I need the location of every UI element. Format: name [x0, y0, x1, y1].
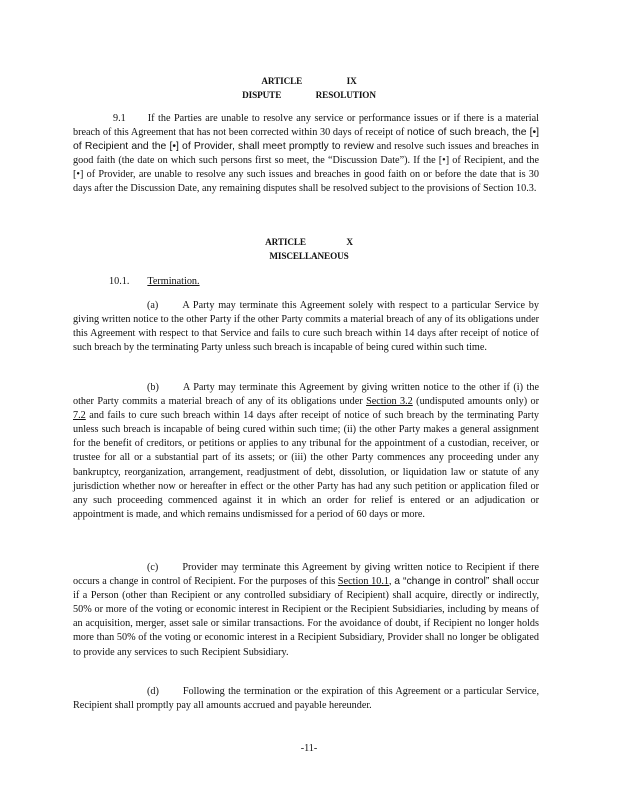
section-10-1-heading	[109, 275, 200, 289]
paragraph-c-text-2: ,	[388, 576, 395, 588]
page-number: -11-	[300, 743, 318, 754]
paragraph-b-text-3: and fails to cure such breach within 14 days after receipt of notice of such breach by the terminating Party unless such breach is incapable of being cured within such time; (ii) the other Party makes a general assignment for the benefit of creditors, or petitions or applies to any tribunal for the appointment of a custodian, receiver, or trustee for all or a substantial part of its assets; or (iii) the other Party commences any proceeding under any bankruptcy, reorganization, arrangement, readjustment of debt, dissolution, or liquidation law or statute of any jurisdiction whether now or hereafter in effect or the other Party has had any such petition or application filed or any such proceeding commenced against it in which an order for relief is entered or an adjudication or appointment is made, and which remains undismissed for a period of 60 days or more.	[73, 410, 539, 520]
paragraph-a-text: A Party may terminate this Agreement solely with respect to a particular Service by giving written notice to the other Party if the other Party commits a material breach of any of its obligations under this Agreement with respect to that Service and fails to cure such breach within 14 days after receipt of notice of such breach by the terminating Party unless such breach is incapable of being cured within such time.	[73, 300, 539, 354]
section-9-1	[73, 112, 539, 197]
article-9-heading	[0, 74, 618, 88]
paragraph-c-text-3: occur if a Person (other than Recipient or any controlled subsidiary of Recipient) shall acquire, directly or indirectly, 50% or more of the voting or economic interest in Recipient or the Recipient Subsidiaries, including by means of an acquisition, merger, asset sale or similar transactions. For the avoidance of doubt, if Recipient no longer holds more than 50% of the voting or economic interest in a Recipient Subsidiary, Provider shall no longer be obligated to provide any services to such Recipient Subsidiary.	[73, 576, 540, 658]
section-7-2-reference: 7.2	[73, 410, 86, 422]
change-in-control-definition: a “change in control” shall	[394, 576, 514, 588]
paragraph-c-label: (c)	[147, 562, 159, 573]
section-9-1-text-c: and resolve such issues and breaches in good faith (the date on which such persons first so meet, the “Discussion Date”). If the [•] of Recipient, and the [•] of Provider, are unable to resolve any such issues and breaches in good faith on or before the date that is 30 days after the Discussion Date, any remaining disputes shall be resolved subject to the provisions of Section 10.3.	[73, 141, 540, 195]
section-9-1-text-b: notice of such breach, the [•] of Recipient and the [•] of Provider, shall meet promptly to review	[73, 127, 539, 153]
paragraph-a-label: (a)	[147, 300, 159, 311]
paragraph-d-label: (d)	[147, 686, 159, 697]
article-9-label: ARTICLE	[261, 76, 303, 86]
paragraph-d	[73, 685, 539, 713]
article-9-title-a: DISPUTE	[242, 90, 282, 100]
section-10-1-number: 10.1.	[109, 276, 130, 287]
paragraph-d-text: Following the termination or the expiration of this Agreement or a particular Service, Recipient shall promptly pay all amounts accrued and payable hereunder.	[73, 686, 539, 712]
article-9-title-b: RESOLUTION	[315, 90, 376, 100]
section-3-2-reference: Section 3.2	[366, 396, 413, 408]
paragraph-b-label: (b)	[147, 382, 159, 393]
article-10-label: ARTICLE	[265, 237, 306, 247]
article-10-heading	[0, 235, 618, 249]
paragraph-b-text-1: A Party may terminate this Agreement by giving written notice to the other if (i) the other Party commits a material breach of any of its obligations under	[73, 382, 539, 408]
article-10-title: MISCELLANEOUS	[269, 251, 349, 261]
section-10-1-reference: Section 10.1	[337, 576, 389, 588]
section-9-1-number: 9.1	[113, 113, 126, 124]
paragraph-b	[73, 381, 539, 522]
paragraph-b-text-2: (undisputed amounts only) or	[412, 396, 539, 408]
article-9-title	[0, 88, 618, 102]
article-9-number: IX	[346, 76, 357, 86]
paragraph-c-text-1: Provider may terminate this Agreement by giving written notice to Recipient if there occurs a change in control of Recipient. For the purposes of this	[73, 562, 539, 588]
article-10-number: X	[346, 237, 353, 247]
section-9-1-text-a: If the Parties are unable to resolve any service or performance issues or if there is a material breach of this Agreement that has not been corrected within 30 days of receipt of	[73, 113, 539, 139]
paragraph-a	[73, 299, 539, 355]
paragraph-c	[73, 561, 539, 660]
section-10-1-title: Termination.	[147, 276, 200, 287]
